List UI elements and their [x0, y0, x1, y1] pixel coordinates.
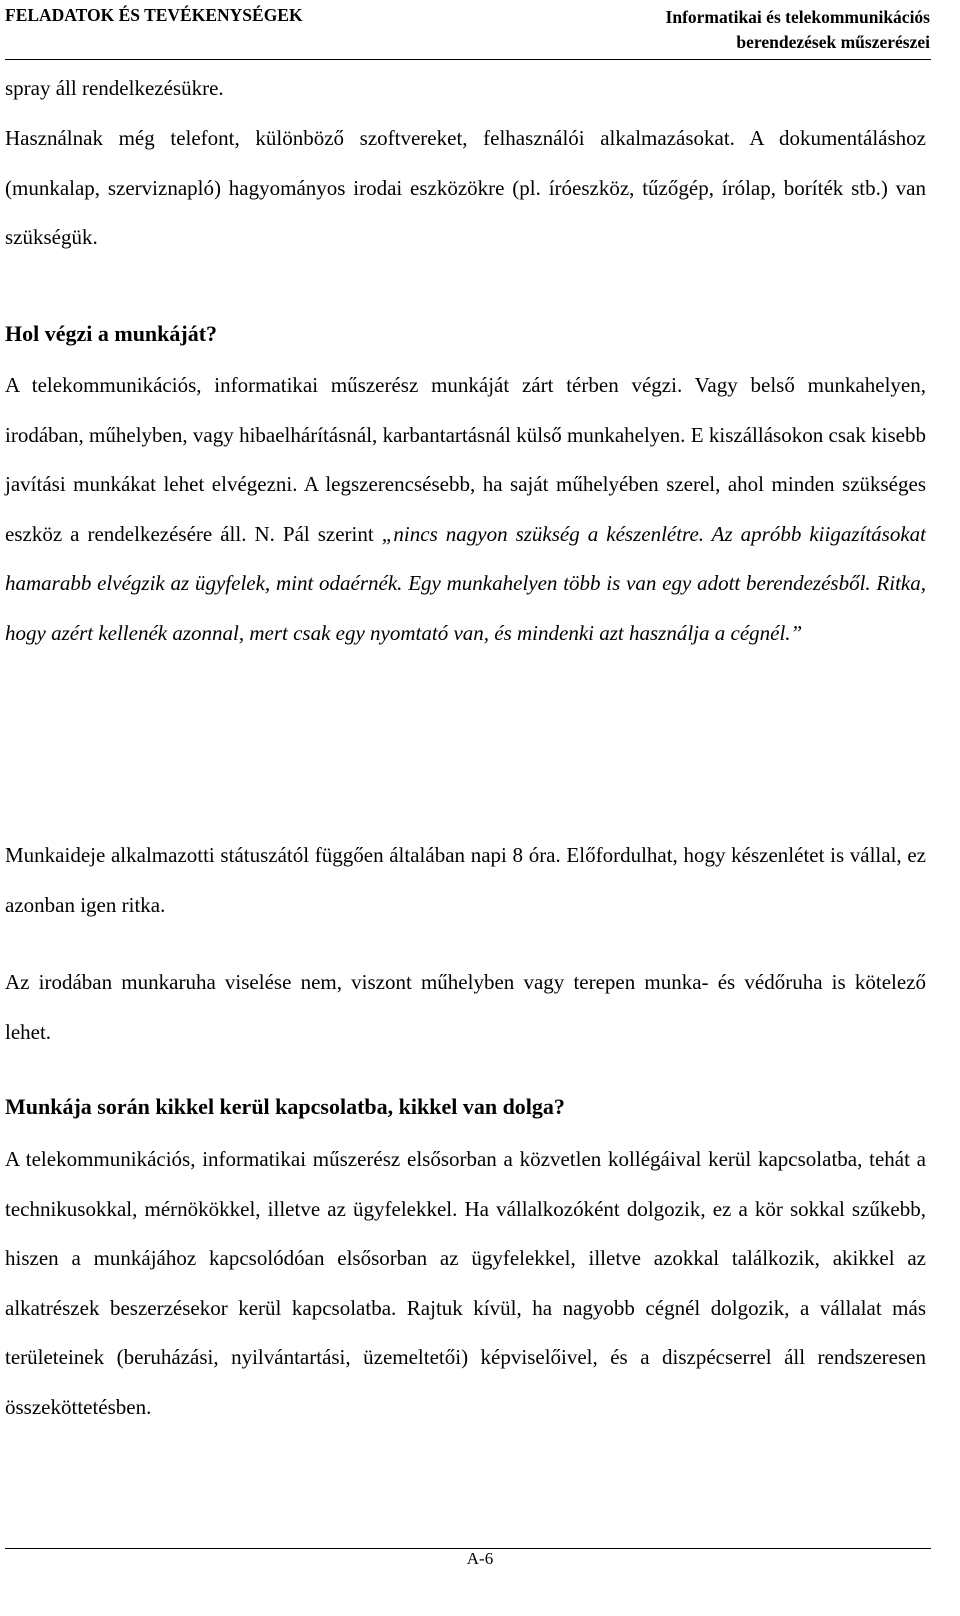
header-section-title: FELADATOK ÉS TEVÉKENYSÉGEK	[5, 5, 303, 25]
paragraph-tools-continued: spray áll rendelkezésükre.	[5, 76, 224, 100]
paragraph-workplace-text: A telekommunikációs, informatikai műszerész munkáját zárt térben végzi. Vagy belső munkahelyen, irodában, műhelyben, vagy hibaelhárításnál, karbantartásnál külső munkahelyen. E kiszállásokon csak kisebb javítási munkákat lehet elvégezni. A legszerencsésebb, ha saját műhelyében szerel, ahol minden szükséges eszköz a rendelkezésére áll. N. Pál szerint	[5, 373, 926, 546]
header-divider	[5, 59, 931, 60]
page-number: A-6	[466, 1549, 494, 1568]
page-header	[5, 0, 930, 61]
heading-workplace: Hol végzi a munkáját?	[5, 321, 218, 346]
paragraph-tools: Használnak még telefont, különböző szoftvereket, felhasználói alkalmazásokat. A dokumentáláshoz (munkalap, szerviznapló) hagyományos irodai eszközökre (pl. íróeszköz, tűzőgép, írólap, boríték stb.) van szükségük.	[5, 126, 926, 249]
paragraph-workplace	[5, 361, 926, 658]
header-title-line-2: berendezések műszerészei	[736, 32, 930, 52]
paragraph-workplace-quote: „nincs nagyon szükség a készenlétre. Az apróbb kiigazításokat hamarabb elvégzik az ügyfelek, mint odaérnék. Egy munkahelyen több is van egy adott berendezésből. Ritka, hogy azért kellenék azonnal, mert csak egy nyomtató van, és mindenki azt használja a cégnél.”	[5, 521, 926, 645]
paragraph-workwear: Az irodában munkaruha viselése nem, viszont műhelyben vagy terepen munka- és védőruha is kötelező lehet.	[5, 970, 926, 1044]
header-document-title	[666, 5, 930, 55]
paragraph-contacts: A telekommunikációs, informatikai műszerész elsősorban a közvetlen kollégáival kerül kapcsolatba, tehát a technikusokkal, mérnökökkel, illetve az ügyfelekkel. Ha vállalkozóként dolgozik, ez a kör sokkal szűkebb, hiszen a munkájához kapcsolódóan elsősorban az ügyfelekkel, illetve azokkal találkozik, akikkel az alkatrészek beszerzésekor kerül kapcsolatba. Rajtuk kívül, ha nagyobb cégnél dolgozik, a vállalat más területeinek (beruházási, nyilvántartási, üzemeltetői) képviselőivel, és a diszpécserrel áll rendszeresen összeköttetésben.	[5, 1147, 926, 1419]
paragraph-working-hours: Munkaideje alkalmazotti státuszától függően általában napi 8 óra. Előfordulhat, hogy készenlétet is vállal, ez azonban igen ritka.	[5, 843, 926, 917]
header-title-line-1: Informatikai és telekommunikációs	[665, 7, 930, 27]
heading-contacts: Munkája során kikkel kerül kapcsolatba, kikkel van dolga?	[5, 1094, 565, 1119]
